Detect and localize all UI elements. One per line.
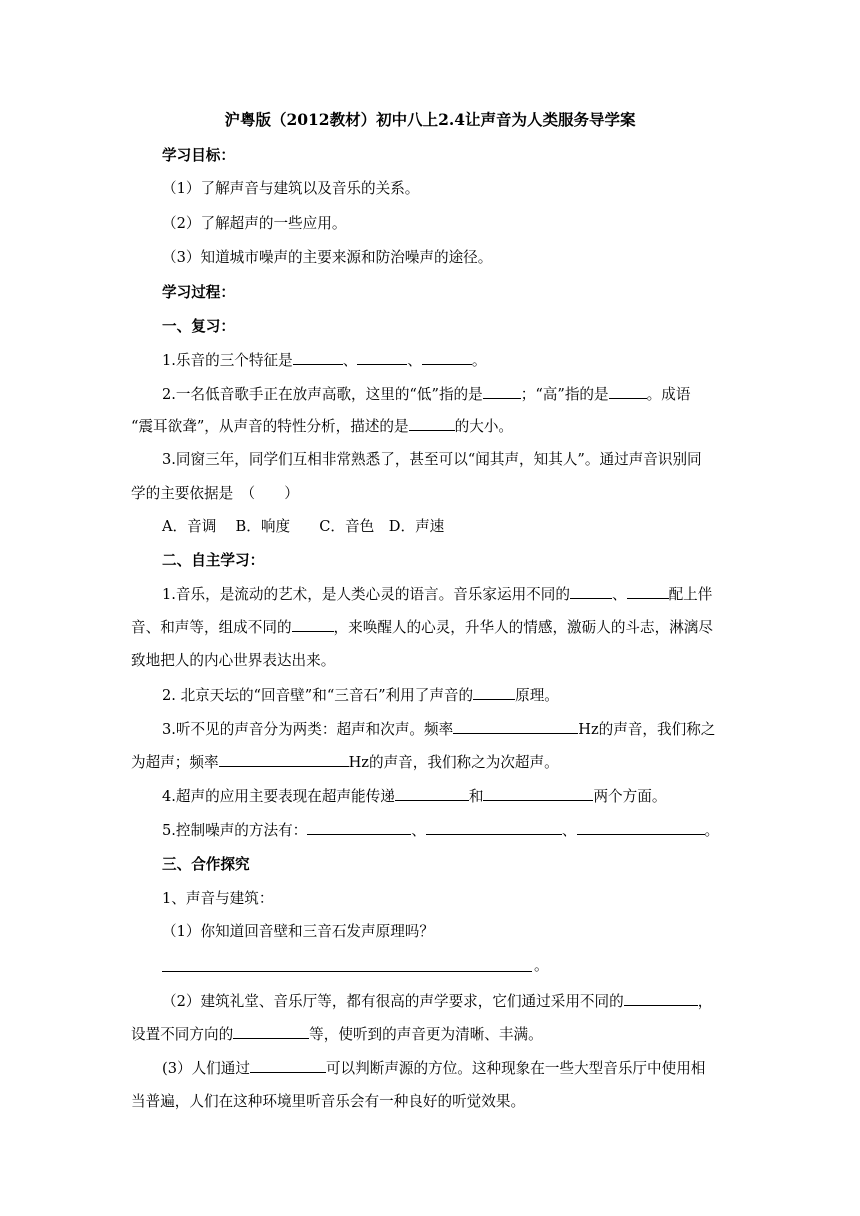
question-text: “震耳欲聋”，从声音的特性分析，描述的是 bbox=[131, 418, 409, 435]
question-text: 。成语 bbox=[646, 386, 691, 403]
question-text: 2.一名低音歌手正在放声高歌，这里的“低”指的是 bbox=[162, 386, 483, 403]
question-text: ，来唤醒人的心灵，升华人的情感，激砺人的斗志，淋漓尽 bbox=[333, 619, 713, 636]
answer-blank[interactable] bbox=[577, 820, 705, 835]
answer-blank[interactable] bbox=[473, 685, 515, 700]
answer-blank[interactable] bbox=[426, 820, 562, 835]
answer-blank[interactable] bbox=[483, 786, 593, 801]
answer-blank[interactable] bbox=[609, 384, 647, 399]
question-text: 等，使听到的声音更为清晰、丰满。 bbox=[309, 1026, 543, 1043]
answer-blank[interactable] bbox=[250, 1058, 326, 1073]
inquiry-question-3 bbox=[162, 1058, 705, 1079]
answer-blank[interactable] bbox=[233, 1024, 309, 1039]
answer-blank[interactable] bbox=[624, 991, 698, 1006]
self-study-question-1 bbox=[162, 584, 712, 605]
self-study-heading: 二、自主学习： bbox=[162, 552, 265, 569]
question-text: Hz的声音，我们称之为次超声。 bbox=[348, 754, 559, 771]
separator: 、 bbox=[342, 352, 358, 369]
answer-blank[interactable] bbox=[453, 719, 578, 734]
self-study-question-3-cont bbox=[131, 752, 559, 773]
answer-line[interactable] bbox=[162, 971, 532, 972]
self-study-question-1-cont2: 致地把人的内心世界表达出来。 bbox=[131, 652, 336, 669]
question-text: （2）建筑礼堂、音乐厅等，都有很高的声学要求，它们通过采用不同的 bbox=[162, 993, 624, 1010]
separator: 、 bbox=[561, 822, 577, 839]
self-study-question-1-cont bbox=[131, 617, 713, 638]
question-text: 和 bbox=[468, 788, 484, 805]
self-study-question-4 bbox=[162, 786, 666, 807]
question-text: (3）人们通过 bbox=[162, 1060, 250, 1077]
question-text: 1.音乐，是流动的艺术，是人类心灵的语言。音乐家运用不同的 bbox=[162, 586, 570, 603]
question-text: 两个方面。 bbox=[593, 788, 667, 805]
self-study-question-5 bbox=[162, 820, 719, 841]
review-heading: 一、复习： bbox=[162, 318, 235, 335]
answer-blank[interactable] bbox=[395, 786, 469, 801]
question-text: ， bbox=[697, 993, 713, 1010]
question-text: 音、和声等，组成不同的 bbox=[131, 619, 292, 636]
answer-blank[interactable] bbox=[292, 617, 334, 632]
objectives-heading: 学习目标： bbox=[162, 147, 235, 164]
answer-blank[interactable] bbox=[219, 752, 349, 767]
answer-blank[interactable] bbox=[627, 584, 669, 599]
inquiry-subheading: 1、声音与建筑： bbox=[162, 890, 274, 907]
inquiry-question-1: （1）你知道回音壁和三音石发声原理吗？ bbox=[162, 923, 434, 940]
question-text: 3.听不见的声音分为两类：超声和次声。频率 bbox=[162, 721, 454, 738]
objective-item: （1）了解声音与建筑以及音乐的关系。 bbox=[162, 180, 420, 197]
question-text: ；“高”指的是 bbox=[520, 386, 609, 403]
objective-item: （3）知道城市噪声的主要来源和防治噪声的途径。 bbox=[162, 249, 493, 266]
answer-blank[interactable] bbox=[483, 384, 521, 399]
question-text: 设置不同方向的 bbox=[131, 1026, 234, 1043]
objective-item: （2）了解超声的一些应用。 bbox=[162, 215, 347, 232]
question-text: 5.控制噪声的方法有： bbox=[162, 822, 308, 839]
self-study-question-2 bbox=[162, 685, 559, 706]
review-question-3: 3.同窗三年，同学们互相非常熟悉了，甚至可以“闻其声，知其人”。通过声音识别同 bbox=[162, 451, 702, 468]
question-text: 2. 北京天坛的“回音壁”和“三音石”利用了声音的 bbox=[162, 687, 474, 704]
question-text: 原理。 bbox=[515, 687, 559, 704]
question-text: 可以判断声源的方位。这种现象在一些大型音乐厅中使用相 bbox=[325, 1060, 706, 1077]
question-text: 配上伴 bbox=[668, 586, 713, 603]
document-title: 沪粤版（2012教材）初中八上2.4让声音为人类服务导学案 bbox=[224, 110, 636, 129]
question-end: 。 bbox=[471, 352, 487, 369]
question-text: Hz的声音，我们称之 bbox=[578, 721, 716, 738]
inquiry-question-3-cont: 当普遍，人们在这种环境里听音乐会有一种良好的听觉效果。 bbox=[131, 1093, 526, 1110]
inquiry-heading: 三、合作探究 bbox=[162, 856, 250, 873]
review-question-3-options: A．音调 B．响度 C．音色 D．声速 bbox=[162, 518, 445, 535]
answer-blank[interactable] bbox=[357, 350, 407, 365]
review-question-3-cont: 学的主要依据是 （ ） bbox=[131, 485, 299, 502]
question-end: 。 bbox=[534, 957, 549, 974]
review-question-1 bbox=[162, 350, 487, 371]
question-text: 为超声；频率 bbox=[131, 754, 219, 771]
answer-blank[interactable] bbox=[422, 350, 472, 365]
question-end: 。 bbox=[704, 822, 720, 839]
review-question-2-cont bbox=[131, 416, 513, 437]
question-text: 4.超声的应用主要表现在超声能传递 bbox=[162, 788, 395, 805]
process-heading: 学习过程： bbox=[162, 284, 235, 301]
answer-blank[interactable] bbox=[570, 584, 612, 599]
answer-blank[interactable] bbox=[307, 820, 411, 835]
separator: 、 bbox=[611, 586, 627, 603]
inquiry-question-2 bbox=[162, 991, 712, 1012]
inquiry-question-2-cont bbox=[131, 1024, 543, 1045]
self-study-question-3 bbox=[162, 719, 715, 740]
question-text: 的大小。 bbox=[454, 418, 514, 435]
separator: 、 bbox=[407, 352, 422, 369]
answer-blank[interactable] bbox=[293, 350, 343, 365]
separator: 、 bbox=[411, 822, 426, 839]
review-question-2 bbox=[162, 384, 690, 405]
question-text: 1.乐音的三个特征是 bbox=[162, 352, 293, 369]
answer-blank[interactable] bbox=[409, 416, 455, 431]
